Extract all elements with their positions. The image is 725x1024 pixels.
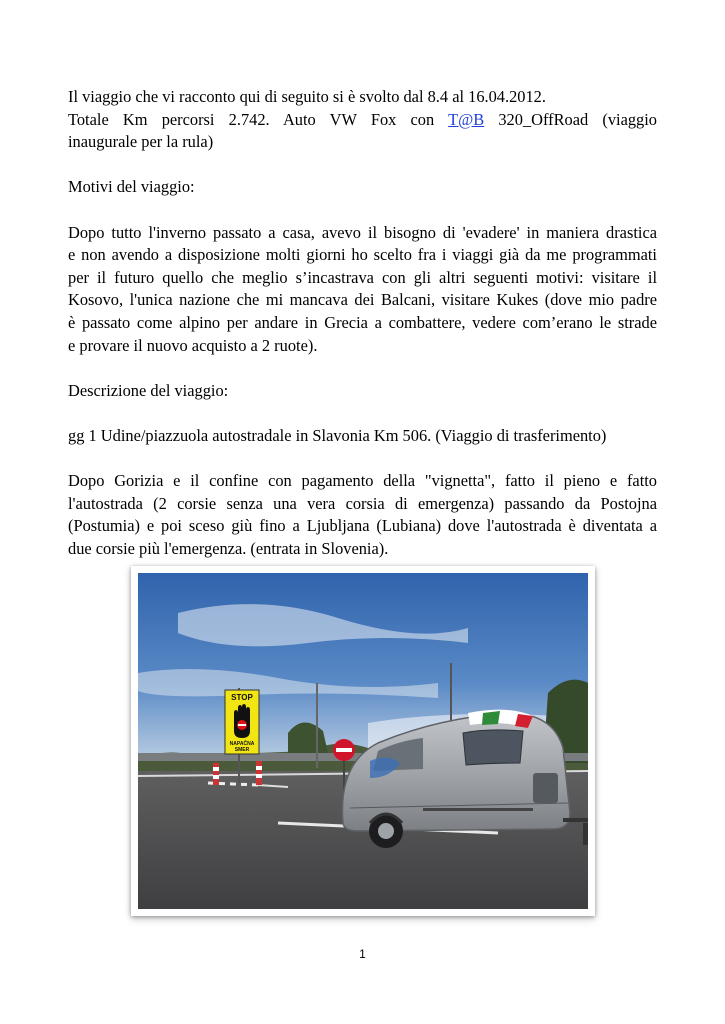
intro-line-2-tail: 320_OffRoad (viaggio: [484, 109, 658, 129]
intro-line-2-text: Totale Km percorsi 2.742. Auto VW Fox con: [68, 109, 449, 129]
document-body: [68, 86, 657, 560]
stop-sign-subtext-2: SMER: [234, 747, 250, 753]
descrizione-heading: Descrizione del viaggio:: [68, 380, 229, 400]
day1-line: (Postumia) e poi sceso giù fino a Ljubljana (Lubiana) dove l'autostrada è diventata a: [68, 516, 657, 536]
day1-line: l'autostrada (2 corsie senza una vera corsia di emergenza) passando da Postojna: [68, 493, 657, 513]
stop-sign-text: STOP: [231, 693, 253, 702]
trailer-photo-illustration: [138, 573, 588, 909]
motivi-line: Kosovo, l'unica nazione che mi mancava dei Balcani, visitare Kukes (dove mio padre: [68, 290, 657, 310]
day1-heading: gg 1 Udine/piazzuola autostradale in Slavonia Km 506. (Viaggio di trasferimento): [68, 425, 607, 445]
motivi-line: Dopo tutto l'inverno passato a casa, avevo il bisogno di 'evadere' in maniera drastica: [68, 222, 657, 242]
motivi-line: per il futuro quello che meglio s’incastrava con gli altri seguenti motivi: visitare il: [68, 267, 657, 287]
photo-frame: [131, 566, 595, 916]
intro-line-2: [68, 109, 657, 132]
intro-line-1: Il viaggio che vi racconto qui di seguito si è svolto dal 8.4 al 16.04.2012.: [68, 87, 546, 106]
day1-line: due corsie più l'emergenza. (entrata in Slovenia).: [68, 538, 389, 558]
day1-line: Dopo Gorizia e il confine con pagamento della "vignetta", fatto il pieno e fatto: [68, 471, 657, 491]
tab-trailer-link[interactable]: T@B: [448, 109, 485, 129]
motivi-line: e provare il nuovo acquisto a 2 ruote).: [68, 335, 318, 355]
motivi-heading: Motivi del viaggio:: [68, 177, 195, 197]
intro-line-3: inaugurale per la rula): [68, 132, 214, 152]
motivi-line: e non avendo a disposizione molti giorni ho scelto fra i viaggi già da me programmati: [68, 245, 657, 265]
motivi-line: è passato come alpino per andare in Grecia a combattere, vedere com’erano le strade: [68, 312, 657, 332]
stop-sign-subtext-1: NAPAČNA: [229, 741, 255, 747]
page-number: 1: [359, 947, 366, 961]
trailer-photo: [138, 573, 588, 909]
